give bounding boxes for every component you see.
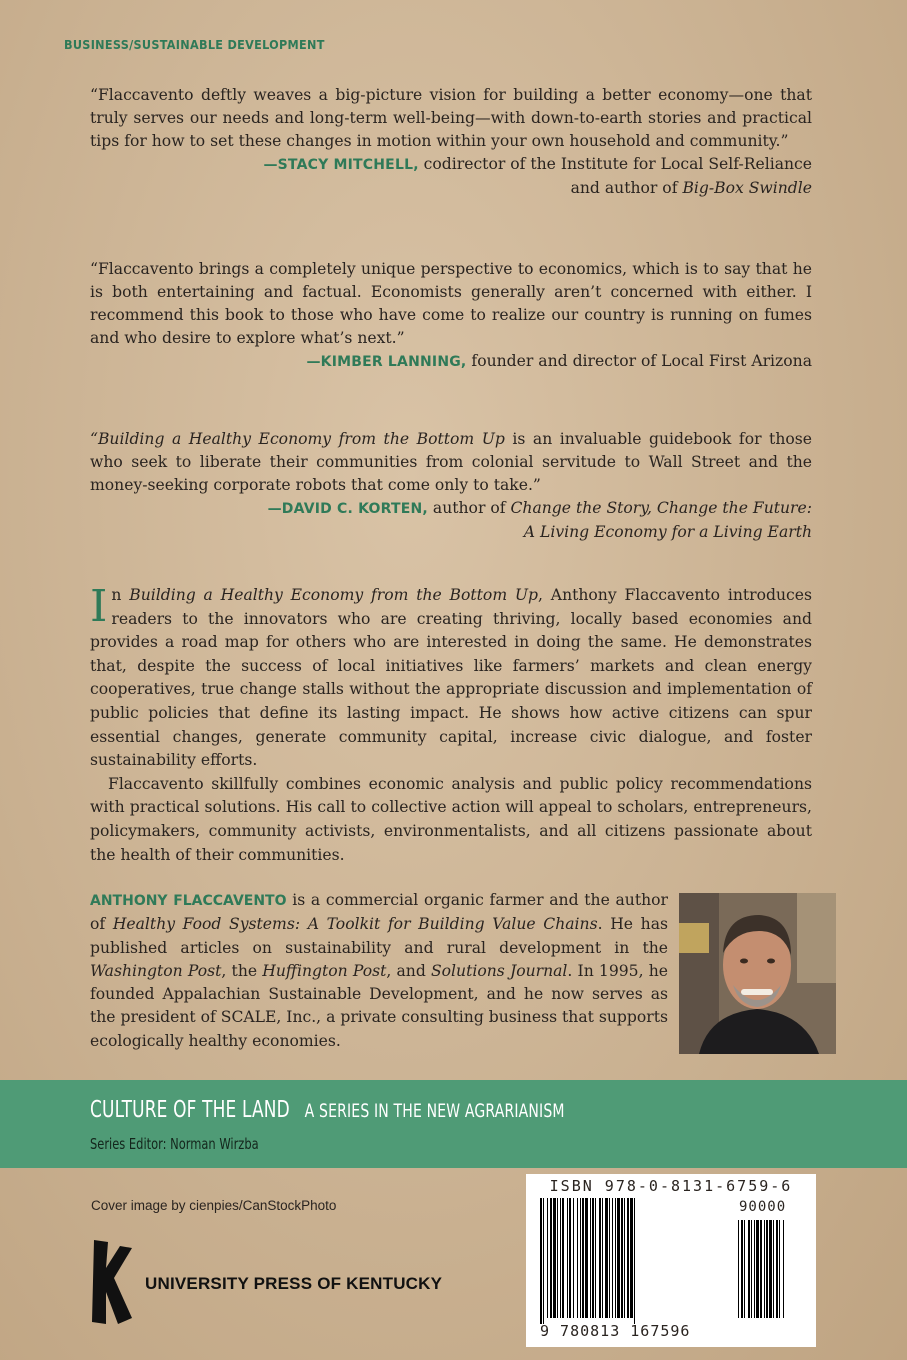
addon-bar	[748, 1220, 750, 1318]
barcode-bar	[590, 1198, 591, 1318]
barcode-bar	[567, 1198, 568, 1318]
addon-bar	[764, 1220, 765, 1318]
barcode-bar	[557, 1198, 558, 1318]
quote-text	[90, 428, 812, 497]
bio-text: . He has published articles on sustainability and rural development in the	[90, 915, 668, 957]
bio-text: , and	[386, 961, 431, 980]
quote-author-role-2: and author of	[570, 179, 683, 197]
barcode-bar	[569, 1198, 571, 1318]
bio-publication: Washington Post	[90, 961, 222, 980]
barcode-bar	[609, 1198, 610, 1318]
price-addon-code: 90000	[739, 1199, 787, 1215]
quote-author-role: author of	[427, 499, 511, 517]
blurb-quote-2	[90, 258, 812, 374]
quote-attribution	[90, 153, 812, 200]
addon-bar	[773, 1220, 774, 1318]
barcode-bar	[582, 1198, 584, 1318]
barcode-bar	[630, 1198, 633, 1318]
book-description	[90, 581, 813, 867]
quote-author: —STACY MITCHELL,	[263, 157, 419, 173]
addon-bar	[756, 1220, 759, 1318]
barcode-bar	[599, 1198, 601, 1318]
quote-attribution	[90, 350, 812, 374]
barcode-bar	[617, 1198, 620, 1318]
bio-publication: Huffington Post	[262, 961, 387, 980]
addon-bar	[760, 1220, 762, 1318]
isbn-number: ISBN 978-0-8131-6759-6	[549, 1177, 793, 1195]
barcode-bar	[612, 1198, 613, 1318]
quote-attribution	[90, 497, 812, 544]
barcode-bar	[550, 1198, 552, 1318]
bio-book-title: Healthy Food Systems: A Toolkit for Building Value Chains	[112, 915, 598, 934]
quote-author: —KIMBER LANNING,	[306, 354, 467, 370]
series-subtitle: A SERIES IN THE NEW AGRARIANISM	[304, 1100, 565, 1122]
addon-bar	[741, 1220, 743, 1318]
description-text: n	[111, 586, 130, 604]
addon-bar	[776, 1220, 778, 1318]
series-title: CULTURE OF THE LAND	[90, 1097, 290, 1123]
barcode-bar	[543, 1198, 544, 1324]
barcode-digits: 9 780813 167596	[540, 1322, 691, 1340]
barcode-bar	[577, 1198, 578, 1318]
series-title-line	[90, 1097, 565, 1123]
description-text: , Anthony Flaccavento introduces readers to the innovators who are creating thriving, locally based economies and provides a road map for others who are interested in doing the same. He demonstrates that, despite the success of local initiatives like farmers’ markets and clean energy cooperatives, true change stalls without the appropriate discussion and implementation of public policies that define its lasting impact. He shows how active citizens can spur essential changes, generate community capital, increase civic dialogue, and foster sustainability efforts.	[90, 586, 813, 770]
publisher-name: UNIVERSITY PRESS OF KENTUCKY	[145, 1274, 443, 1293]
barcode-bar	[553, 1198, 556, 1318]
barcode-bar	[595, 1198, 596, 1318]
description-paragraph-2: Flaccavento skillfully combines economic analysis and public policy recommendations with practical solutions. His call to collective action will appeal to scholars, entrepreneurs, policymakers, community activists, environmentalists, and all citizens passionate about the health of their communities.	[90, 774, 812, 864]
addon-bar	[744, 1220, 745, 1318]
barcode-bar	[573, 1198, 574, 1318]
author-photo	[679, 893, 836, 1054]
drop-cap: I	[90, 581, 108, 632]
barcode-bar	[627, 1198, 629, 1318]
category-label: BUSINESS/SUSTAINABLE DEVELOPMENT	[64, 37, 325, 52]
publisher-logo-icon	[88, 1238, 134, 1326]
quote-text: “Flaccavento deftly weaves a big-picture vision for building a better economy—one that truly serves our needs and long-term well-being—with down-to-earth stories and practical tips for how to set these changes in motion within your own household and community.”	[90, 86, 812, 150]
barcode-bar	[621, 1198, 623, 1318]
series-band	[0, 1080, 907, 1168]
series-editor: Series Editor: Norman Wirzba	[90, 1135, 259, 1153]
addon-bar	[783, 1220, 784, 1318]
author-bio	[90, 889, 668, 1053]
barcode-bar	[540, 1198, 542, 1324]
barcode-bar	[580, 1198, 581, 1318]
blurb-quote-1	[90, 84, 812, 200]
blurb-quote-3	[90, 428, 812, 544]
isbn-barcode	[526, 1174, 816, 1347]
barcode-bar	[605, 1198, 608, 1318]
quote-book-subtitle: A Living Economy for a Living Earth	[523, 523, 812, 541]
description-book-title: Building a Healthy Economy from the Bottom Up	[129, 586, 539, 604]
quote-author-role: founder and director of Local First Arizona	[466, 352, 812, 370]
cover-image-credit: Cover image by cienpies/CanStockPhoto	[91, 1198, 337, 1213]
barcode-bar	[592, 1198, 594, 1318]
bio-text: is a commercial organic farmer and the author of	[90, 891, 668, 934]
barcode-bar	[562, 1198, 564, 1318]
barcode-bar	[560, 1198, 561, 1318]
addon-bar	[779, 1220, 780, 1318]
bio-text: . In 1995, he founded Appalachian Sustainable Development, and he now serves as the president of SCALE, Inc., a private consulting business that supports ecologically healthy economies.	[90, 961, 668, 1050]
description-paragraph-1	[90, 581, 813, 773]
addon-bar	[769, 1220, 772, 1318]
bio-publication: Solutions Journal	[430, 961, 568, 980]
quote-author: —DAVID C. KORTEN,	[267, 501, 428, 517]
quote-book-title: Big-Box Swindle	[682, 179, 812, 197]
barcode-bar	[615, 1198, 616, 1318]
author-photo-image	[679, 893, 836, 1054]
quote-text: “Flaccavento brings a completely unique perspective to economics, which is to say that he is both entertaining and factual. Economists generally aren’t concerned with either. I recommend this book to those who have come to realize our country is running on fumes and who desire to explore what’s next.”	[90, 260, 812, 347]
quote-author-role: codirector of the Institute for Local Self-Reliance	[418, 155, 812, 173]
barcode-bar	[624, 1198, 625, 1318]
barcode-bar	[585, 1198, 588, 1318]
addon-bar	[738, 1220, 739, 1318]
addon-bar	[766, 1220, 768, 1318]
addon-bar	[754, 1220, 755, 1318]
addon-bar	[751, 1220, 752, 1318]
barcode-bar	[634, 1198, 635, 1324]
quote-book-title: Change the Story, Change the Future:	[510, 499, 812, 517]
quote-text-rest: is an invaluable guidebook for those who seek to liberate their communities from colonial servitude to Wall Street and the money-seeking corporate robots that come only to take.”	[90, 430, 812, 494]
barcode-bar	[547, 1198, 548, 1318]
barcode-bar	[602, 1198, 603, 1318]
quote-book-title: “Building a Healthy Economy from the Bottom Up	[90, 430, 505, 448]
author-name: ANTHONY FLACCAVENTO	[90, 893, 287, 909]
bio-text: , the	[221, 961, 263, 980]
